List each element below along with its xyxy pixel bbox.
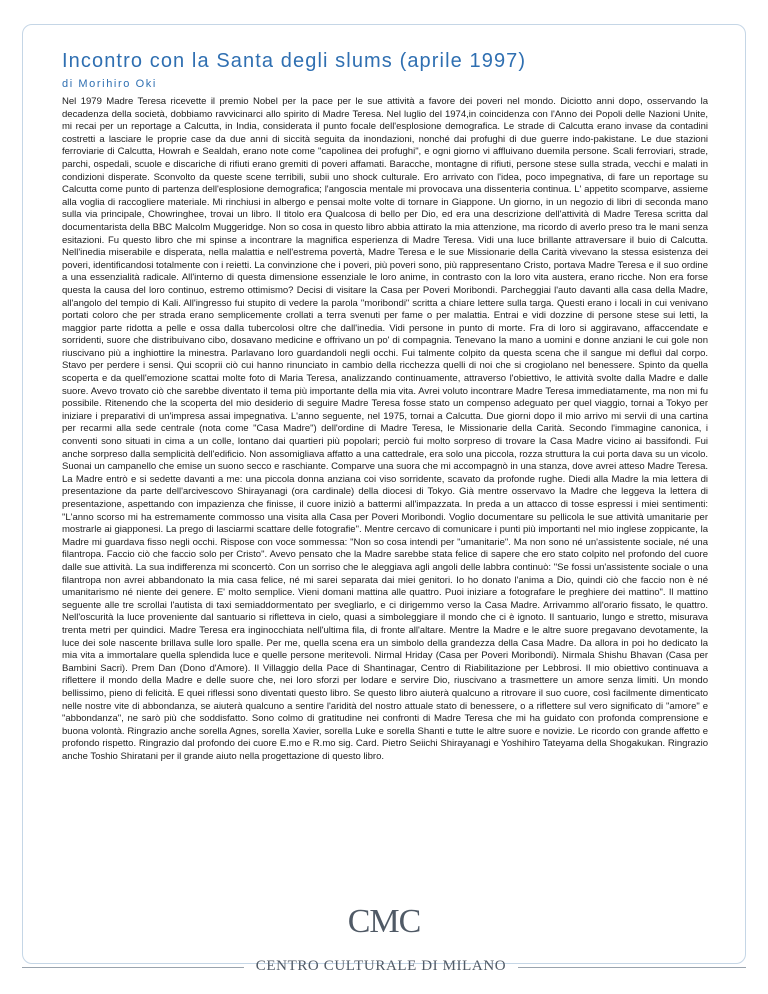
- footer-divider-left: [22, 967, 244, 968]
- article-body: Nel 1979 Madre Teresa ricevette il premio Nobel per la pace per le sue attività a favore dei poveri nel mondo. Diciotto anni dopo, osservando la decadenza della società, dobbiamo ravvicinarci allo spirito di Madre Teresa. Nel luglio del 1974,in coincidenza con l'Anno dei Popoli delle Nazioni Unite, mi recai per un reportage a Calcutta, in India, considerata il punto focale dell'esplosione demografica. Le strade di Calcutta erano invase da contadini costretti a lasciare le proprie case da due anni di siccità seguita da inondazioni, nonché dai profughi di due guerre indo-pakistane. Le due stazioni ferroviarie di Calcutta, Howrah e Sealdah, erano note come "capolinea dei profughi", e ogni giorno vi affluivano duemila persone. Scali ferroviari, strade, parchi, ospedali, scuole e discariche di rifiuti erano gremiti di poveri affamati. Baracche, montagne di rifiuti, persone stese sulla strada, vecchi e malati in condizioni disperate. Sconvolto da queste scene terribili, subii uno shock culturale. Ero arrivato con l'idea, poco impegnativa, di fare un reportage su Calcutta come punto di partenza dell'esplosione demografica; l'angoscia mentale mi provocava una dissenteria continua. L' appetito scomparve, assieme alla voglia di raccogliere materiale. Mi rinchiusi in albergo e pensai molte volte di tornare in Giappone. Un giorno, in un negozio di libri di seconda mano sulla via principale, Chowringhee, trovai un libro. Il titolo era Qualcosa di bello per Dio, ed era una descrizione dell'attività di Madre Teresa scritta dal documentarista della BBC Malcolm Muggeridge. Non so cosa in questo libro abbia attirato la mia attenzione, ma ricordo di averlo preso tra le mani senza esitazioni. Fu questo libro che mi spinse a incontrare la magnifica esperienza di Madre Teresa. Vidi una luce brillante attraversare il buio di Calcutta. Nell'inedia miserabile e disperata, nella malattia e nell'estrema povertà, Madre Teresa e le sue Missionarie della Carità vivevano la stessa esistenza dei poveri, identificandosi totalmente con i reietti. La convinzione che i poveri, più poveri sono, più rappresentano Cristo, portava Madre Teresa e il suo ordine a una essenzialità radicale. All'interno di questa dimensione essenziale le loro anime, in contrasto con la loro vita austera, erano ricche. Non era forse questa la causa del loro continuo, estremo ottimismo? Decisi di visitare la Casa per Poveri Moribondi. Parcheggiai l'auto davanti alla casa della Madre, all'angolo del tempio di Kali. All'ingresso fui stupito di vedere la parola "moribondi" scritta a chiare lettere sulla targa. Questi erano i locali in cui venivano portati coloro che per strada erano semplicemente crollati a terra svenuti per fame o per malattia. Entrai e vidi dozzine di persone stese sui letti, la maggior parte ridotta a pelle e ossa dalla tubercolosi oltre che dall'inedia. Vidi persone in punto di morte. Fra di loro si aggiravano, affaccendate e sorridenti, suore che distribuivano cibo, dosavano medicine e offrivano un po' di compagnia. Tenevano la mano a uomini e donne anziani le cui gole non riuscivano più a inghiottire la minestra. Parlavano loro guardandoli negli occhi. Fui talmente colpito da questa scena che il sangue mi defluì dal corpo. Stavo per perdere i sensi. Qui scoprii ciò cui hanno rinunciato in cambio della ricchezza quelli di noi che si crogiolano nel benessere. Spinto da quella scoperta e da quell'emozione scattai molte foto di Maria Teresa, analizzando continuamente, attraverso l'obiettivo, le attività svolte dalla Madre e dalle suore. Avevo trovato ciò che sarebbe diventato il tema più importante della mia vita. Avrei voluto incontrare Madre Teresa immediatamente, ma non mi fu possibile. Ritenendo che la scoperta del mio desiderio di seguire Madre Teresa fosse stato un compenso adeguato per quel viaggio, tornai a Tokyo per iniziare i preparativi di un'impresa assai impegnativa. L'anno seguente, nel 1975, tornai a Calcutta. Due giorni dopo il mio arrivo mi servii di una cartina per recarmi alla sede centrale (nota come "Casa Madre") dell'ordine di Madre Teresa, le Missionarie della Carità. Secondo l'immagine canonica, i conventi sono situati in cima a un colle, lontano dai quartieri più popolari; perciò fui molto sorpreso di trovare la Casa Madre vicino ai bassifondi. Fui anche sorpreso dalla semplicità dell'edificio. Non assomigliava affatto a una cattedrale, era solo una piccola, rozza struttura la cui porta dava su un vicolo. Suonai un campanello che emise un suono secco e raschiante. Comparve una suora che mi accompagnò in una stanza, dove avrei atteso Madre Teresa. La Madre entrò e si sedette davanti a me: una piccola donna anziana coi viso sorridente, scavato da profonde rughe. Diedi alla Madre la mia lettera di presentazione da parte dell'arcivescovo Shirayanagi (ora cardinale) della diocesi di Tokyo. Già mentre osservavo la Madre che leggeva la lettera di presentazione, aspettando con impazienza che finisse, il cuore iniziò a battermi all'impazzata. In preda a un attacco di tosse espressi i miei sentimenti: "L'anno scorso mi ha estremamente commosso una visita alla Casa per Poveri Moribondi. Voglio documentare su pellicola le sue attività umanitarie per mostrarle ai giapponesi. La prego di lasciarmi scattare delle fotografie". Mentre cercavo di comunicare i punti più importanti nel mio inglese zoppicante, la Madre mi guardava fisso negli occhi. Rispose con voce sommessa: "Non so cosa intendi per "umanitarie". Ma non sono né un'assistente sociale, né una filantropa. Faccio ciò che faccio solo per Cristo". Avevo pensato che la Madre sarebbe stata felice di sapere che ero stato colpito nel profondo del cuore dalle sue attività. La sua indifferenza mi sconcertò. Con un sorriso che le aleggiava agli angoli delle labbra continuò: "Se fossi un'assistente sociale o una filantropa non avrei abbandonato la mia casa felice, né mi sarei separata dai miei genitori. Io ho donato l'anima a Dio, quindi ciò che faccio non è né umanitarismo né niente dei genere. E' molto semplice. Vieni domani mattina alle quattro. Puoi iniziare a fotografare le preghiere dei mattino". Il mattino seguente alle tre scrollai l'autista di taxi semiaddormentato per svegliarlo, e ci dirigemmo verso la Casa Madre. Arrivammo all'orario fissato, le quattro. Nell'oscurità la luce proveniente dal santuario si rifletteva in cielo, quasi a simboleggiare il mondo che ci è ignoto. Il santuario, lungo e stretto, misurava trenta metri per quindici. Madre Teresa era inginocchiata nell'ultima fila, di fronte all'altare. Mentre la Madre e le altre suore pregavano devotamente, la luce dei sole nascente brillava sulle loro spalle. Per me, quella scena era un simbolo della grandezza della Casa Madre. Da allora in poi ho dedicato la mia vita a immortalare quella splendida luce e quelle persone meritevoli. Nirmal Hriday (Casa per Poveri Moribondi). Nirmala Shishu Bhavan (Casa per Bambini Sacri). Prem Dan (Dono d'Amore). Il Villaggio della Pace di Shantinagar, Centro di Riabilitazione per Lebbrosi. Il mio obiettivo continuava a riflettere il mondo della Madre e delle suore che, nei loro sforzi per lodare e servire Dio, riuscivano a trasmettere un amore senza limiti. Un mondo bellissimo, pieno di felicità. E quei riflessi sono diventati questo libro. Se questo libro aiuterà qualcuno a ritrovare il suo cuore, così facilmente dimenticato nelle nostre vite di abbondanza, se aiuterà qualcuno a sentire l'aridità del nostro attuale stato di benessere, o a riflettere sul vero significato di "amore" e "abbondanza", ne sarò più che soddisfatto. Sono colmo di gratitudine nei confronti di Madre Teresa che mi ha guidato con profonda comprensione e buona volontà. Ringrazio anche sorella Agnes, sorella Xavier, sorella Luke e sorella Shanti e tutte le altre suore e novizie. Le ricordo con grande affetto e profondo rispetto. Ringrazio dal profondo dei cuore E.mo e R.mo sig. Card. Pietro Seiichi Shirayanagi e Yoshihiro Tateyama della Shogakukan. Ringrazio anche Toshio Shiratani per il grande aiuto nella progettazione di questo libro.: [62, 96, 708, 762]
- article-title: Incontro con la Santa degli slums (aprile 1997): [62, 50, 527, 72]
- cmc-logo: [0, 905, 768, 939]
- footer-divider-right: [518, 967, 746, 968]
- logo-mark: CMC: [347, 903, 421, 940]
- article-author: di Morihiro Oki: [62, 78, 157, 90]
- footer-organization-name: CENTRO CULTURALE DI MILANO: [255, 958, 507, 974]
- footer: [0, 960, 768, 980]
